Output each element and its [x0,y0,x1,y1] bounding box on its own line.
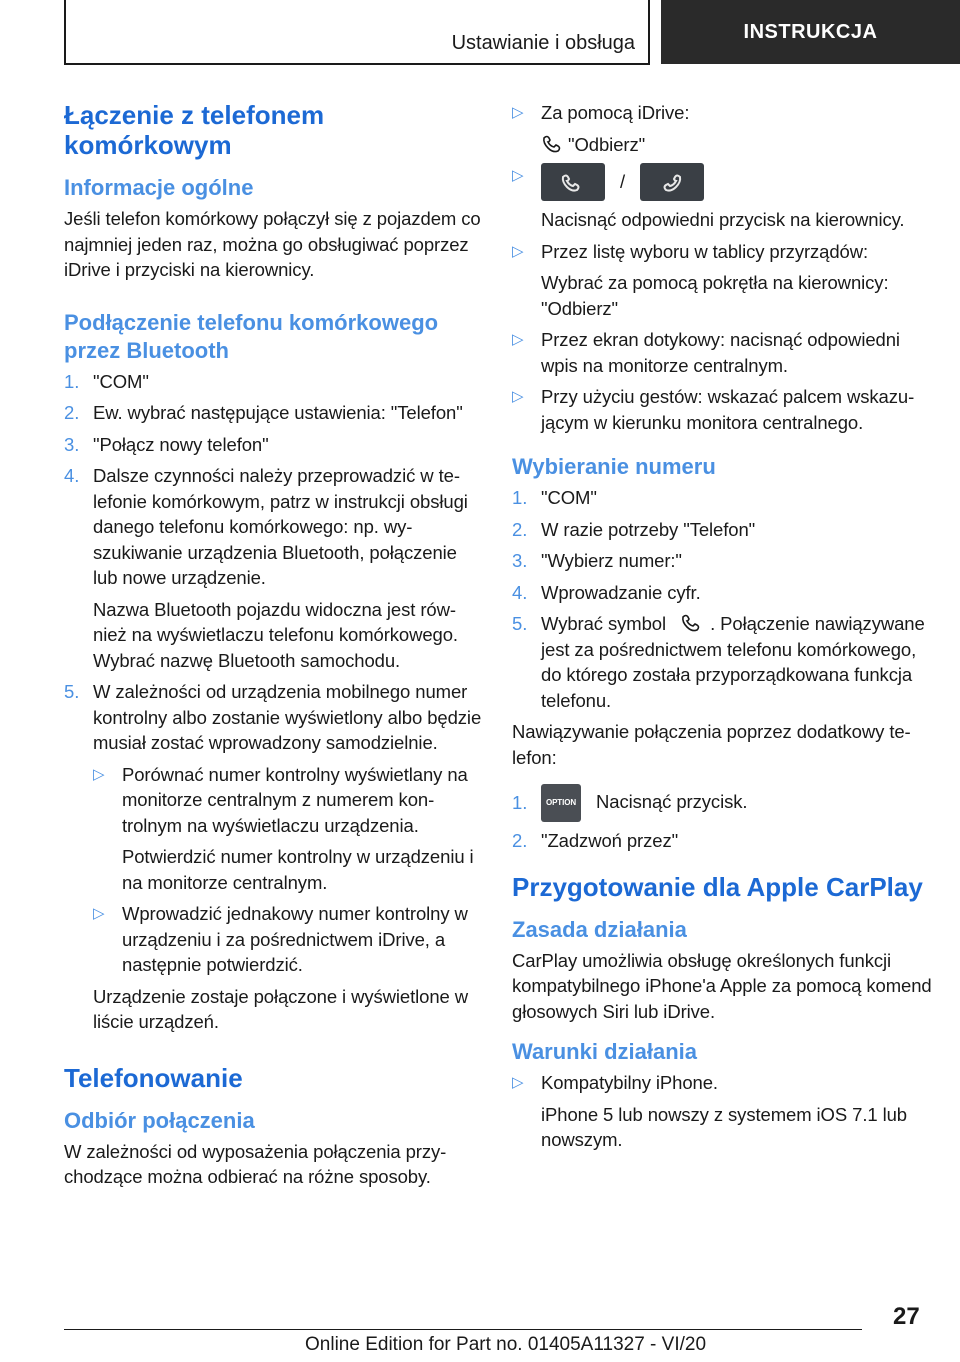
page-number: 27 [893,1303,920,1330]
header-separator [648,0,650,64]
step-number: 1. [512,792,528,813]
sub-text: Porównać numer kontrolny wyświetlany na monitorze centralnym z numerem kontrolnym na wyświetlaczu urządzenia. [122,763,468,836]
right-column [512,100,932,1159]
triangle-icon: ▷ [512,388,524,405]
list-item [64,369,482,395]
step-number: 4. [64,465,80,486]
separator-slash: / [620,171,626,193]
list-item [93,901,482,978]
step-text: Wprowadzanie cyfr. [541,581,701,603]
item-text: Za pomocą iDrive: [541,102,690,123]
step-number: 3. [64,433,80,455]
triangle-icon: ▷ [512,167,524,184]
step-number: 1. [64,370,80,392]
list-item [64,679,482,1035]
section-title-carplay: Przygotowanie dla Apple CarPlay [512,871,923,902]
list-item [512,580,932,606]
left-column [64,100,482,1204]
triangle-icon: ▷ [512,242,524,260]
option-button[interactable]: OPTION [541,784,581,822]
section-title-phone: Łączenie z telefonem komórkowym [64,100,325,160]
step-number: 2. [512,518,528,540]
item-text: Przy użyciu gestów: wskazać palcem wskazującym w kierunku monitora centralnego. [541,386,915,433]
heading-general: Informacje ogólne [64,175,254,200]
item-note: iPhone 5 lub nowszy z systemem iOS 7.1 lub nowszym. [541,1103,907,1150]
heading-bluetooth: Podłączenie telefonu komórkowego przez Bluetooth [64,309,439,363]
list-item [512,611,932,713]
footer-edition: Online Edition for Part no. 01405A11327 - VI/20 [305,1334,707,1355]
step-text: "Połącz nowy telefon" [93,433,269,455]
item-text: Kompatybilny iPhone. [541,1072,718,1093]
triangle-icon: ▷ [93,765,105,783]
list-item [512,828,932,854]
step-text: "Wybierz numer:" [541,550,682,571]
phone-icon [671,613,705,633]
step-note: Urządzenie zostaje połączone i wyświetlone w liście urządzeń. [93,985,469,1032]
phone-end-button[interactable] [640,163,704,201]
item-note: Nacisnąć odpowiedni przycisk na kierownicy. [541,209,905,230]
step-text: "Zadzwoń przez" [541,830,679,851]
steering-buttons [541,163,932,201]
list-item [93,762,482,896]
heading-principle: Zasada działania [512,916,687,942]
step-number: 1. [512,487,528,508]
triangle-icon: ▷ [512,1074,524,1091]
sub-note: Potwierdzić numer kontrolny w urządzeniu i na monitorze centralnym. [122,846,474,893]
answer-text: W zależności od wyposażenia połączenia przychodzące można odbierać na różne sposoby. [64,1140,447,1187]
step-note: Nazwa Bluetooth pojazdu widoczna jest również na wyświetlaczu telefonu komórkowego. Wybrać nazwę Bluetooth samochodu. [93,598,458,671]
list-item [64,400,482,426]
header-tab[interactable]: INSTRUKCJA [661,0,960,64]
step-text: W razie potrzeby "Telefon" [541,518,756,540]
step-number: 4. [512,581,528,603]
step-text: W zależności od urządzenia mobilnego numer kontrolny albo zostanie wyświetlony albo będzie musiał zostać wprowadzony samodzielnie. [93,681,482,753]
answer-option: "Odbierz" [568,133,646,155]
list-item [64,463,482,673]
list-item [512,384,932,435]
list-item [512,517,932,543]
step-text: Ew. wybrać następujące ustawienia: "Telefon" [93,402,463,423]
list-item [512,485,932,511]
principle-text: CarPlay umożliwia obsługę określonych funkcji kompatybilnego iPhone'a Apple za pomocą komend głosowych Siri lub iDrive. [512,949,932,1022]
section-title-calling: Telefonowanie [64,1062,243,1093]
triangle-icon: ▷ [512,104,524,121]
step-number: 5. [64,681,80,702]
step-number: 3. [512,550,528,571]
heading-dialing: Wybieranie numeru [512,454,716,479]
item-note [541,132,932,158]
header-left-rule [64,0,66,64]
step-number: 5. [512,613,528,634]
step-body [93,679,482,1035]
list-item [512,239,932,322]
phone-answer-button[interactable] [541,163,605,201]
header-bottom-rule [64,63,650,65]
list-item [64,432,482,458]
list-item [512,784,932,822]
item-note: Wybrać za pomocą pokrętła na kierownicy: "Odbierz" [541,272,889,319]
header-section-title: Ustawianie i obsługa [451,32,635,54]
list-item [512,548,932,574]
phone-icon [541,134,563,154]
step-body [93,463,482,673]
heading-conditions: Warunki działania [512,1039,698,1064]
list-item [512,100,932,157]
extra-phone-text: Nawiązywanie połączenia poprzez dodatkowy telefon: [512,721,911,768]
footer-rule [64,1329,862,1330]
sub-text: Wprowadzić jednakowy numer kontrolny w urządzeniu i za pośrednictwem iDrive, a następnie potwierdzić. [122,903,468,975]
step-text: Dalsze czynności należy przeprowadzić w telefonie komórkowym, patrz w instrukcji obsługi danego telefonu komórkowego: np. wyszukiwanie urządzenia Bluetooth, połączenie lub nowe urządzenie. [93,465,468,588]
item-text: Przez ekran dotykowy: nacisnąć odpowiedni wpis na monitorze centralnym. [541,329,900,376]
list-item [512,327,932,378]
heading-answer: Odbiór połączenia [64,1107,255,1133]
general-text: Jeśli telefon komórkowy połączył się z pojazdem co najmniej jeden raz, można go obsługiwać poprzez iDrive i przyciski na kierownicy. [64,208,481,280]
item-text: Przez listę wyboru w tablicy przyrządów: [541,240,869,262]
step-number: 2. [64,402,80,423]
list-item [512,163,932,233]
step-number: 2. [512,830,528,851]
step-text: "COM" [93,370,149,392]
step-text: Nacisnąć przycisk. [596,790,748,812]
step-text: . Połączenie nawiązywane jest za pośrednictwem telefonu komórkowego, do którego została przyporządkowana funkcja telefonu. [541,613,925,711]
step-text: "COM" [541,487,597,508]
step-text-pre: Wybrać symbol [541,613,666,634]
triangle-icon: ▷ [512,331,524,348]
list-item [512,1070,932,1153]
triangle-icon: ▷ [93,905,105,922]
